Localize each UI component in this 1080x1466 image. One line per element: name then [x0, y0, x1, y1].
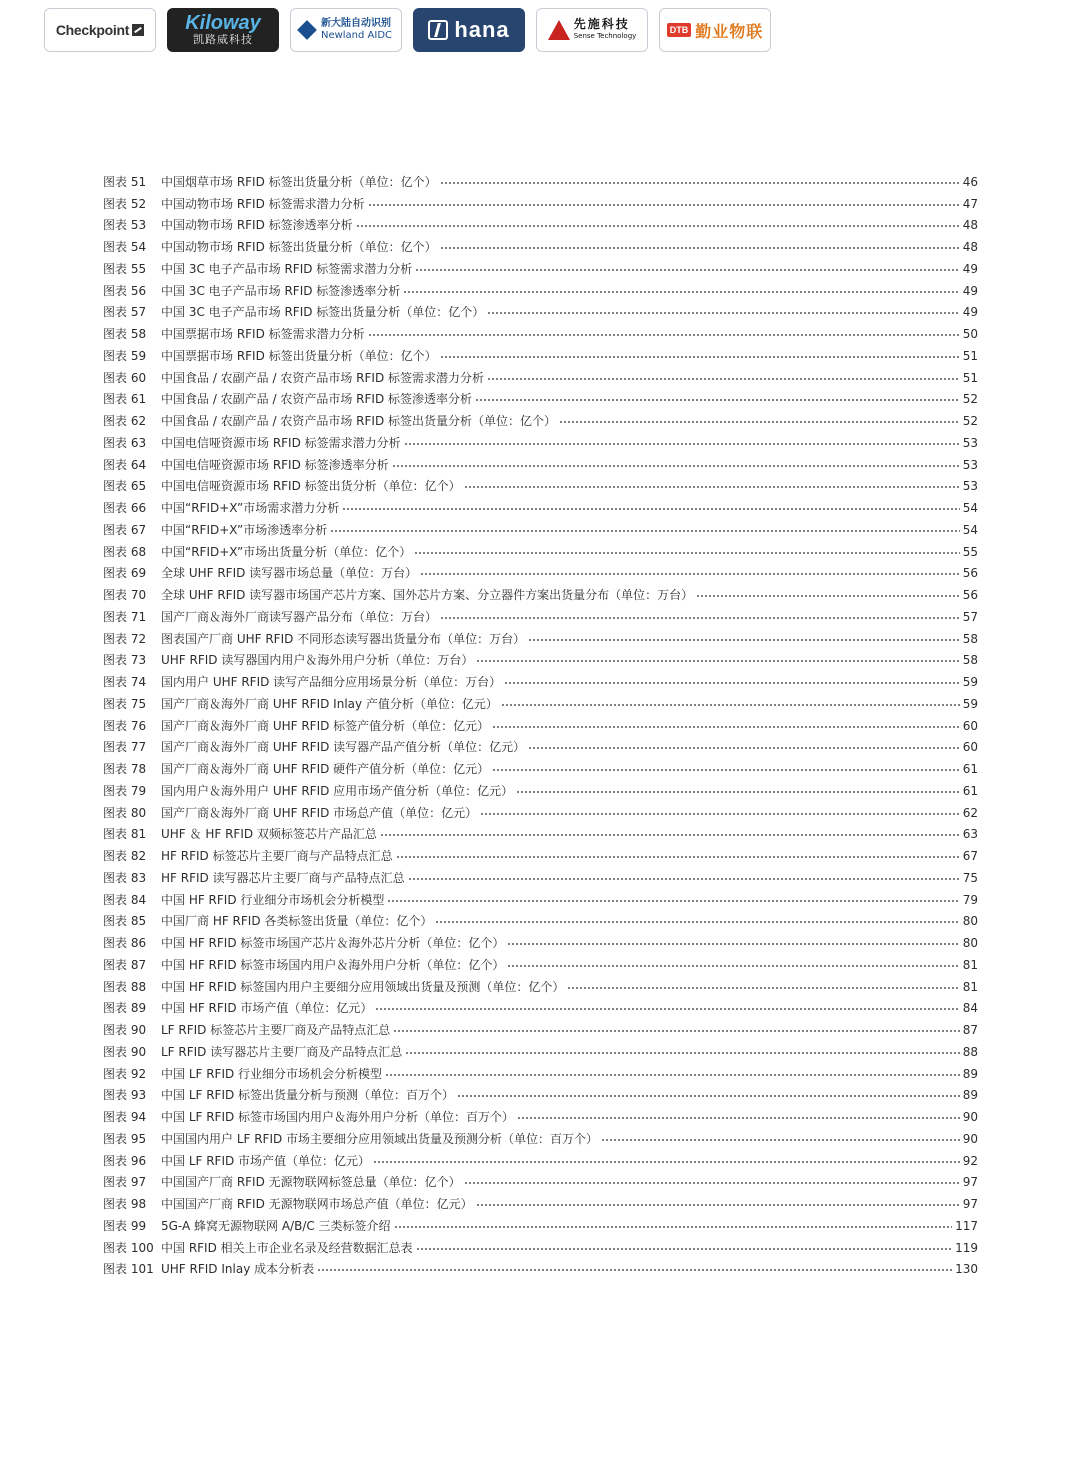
- toc-figure-number: 图表 97: [103, 1175, 147, 1190]
- toc-dot-leader: [393, 1030, 959, 1032]
- toc-entry[interactable]: [103, 1063, 978, 1085]
- toc-dot-leader: [415, 269, 959, 271]
- toc-dot-leader: [392, 465, 960, 467]
- toc-entry[interactable]: [103, 454, 978, 476]
- toc-figure-number: 图表 56: [103, 283, 147, 298]
- toc-figure-number: 图表 71: [103, 609, 147, 624]
- toc-page-number: 56: [962, 566, 978, 581]
- toc-figure-number: 图表 79: [103, 783, 147, 798]
- toc-page-number: 51: [962, 370, 978, 385]
- newland-diamond-icon: [297, 20, 317, 40]
- sponsor-logo-bar: [44, 8, 771, 52]
- toc-entry[interactable]: [103, 932, 978, 954]
- toc-figure-number: 图表 90: [103, 1044, 147, 1059]
- toc-figure-title: 中国 HF RFID 市场产值（单位：亿元）: [161, 1001, 373, 1016]
- toc-figure-number: 图表 93: [103, 1088, 147, 1103]
- toc-figure-number: 图表 73: [103, 653, 147, 668]
- toc-page-number: 57: [962, 609, 978, 624]
- toc-dot-leader: [516, 791, 960, 793]
- toc-page-number: 53: [962, 435, 978, 450]
- toc-dot-leader: [487, 378, 960, 380]
- toc-entry[interactable]: [103, 236, 978, 258]
- toc-figure-number: 图表 99: [103, 1218, 147, 1233]
- toc-figure-number: 图表 88: [103, 979, 147, 994]
- toc-page-number: 60: [962, 718, 978, 733]
- sense-triangle-icon: [548, 20, 570, 40]
- toc-figure-title: 中国动物市场 RFID 标签渗透率分析: [161, 218, 353, 233]
- toc-page-number: 55: [962, 544, 978, 559]
- toc-figure-number: 图表 72: [103, 631, 147, 646]
- toc-entry[interactable]: [103, 345, 978, 367]
- toc-figure-number: 图表 82: [103, 849, 147, 864]
- toc-figure-title: 中国食品 / 农副产品 / 农资产品市场 RFID 标签需求潜力分析: [161, 370, 484, 385]
- toc-dot-leader: [396, 856, 960, 858]
- toc-page-number: 81: [962, 957, 978, 972]
- toc-figure-title: 中国厂商 HF RFID 各类标签出货量（单位：亿个）: [161, 914, 433, 929]
- toc-figure-title: 中国 RFID 相关上市企业名录及经营数据汇总表: [161, 1240, 413, 1255]
- toc-figure-number: 图表 65: [103, 479, 147, 494]
- toc-dot-leader: [507, 965, 959, 967]
- toc-figure-title: 全球 UHF RFID 读写器市场国产芯片方案、国外芯片方案、分立器件方案出货量分布（单位：万台）: [161, 588, 694, 603]
- toc-figure-number: 图表 66: [103, 501, 147, 516]
- toc-page-number: 52: [962, 414, 978, 429]
- toc-entry[interactable]: [103, 845, 978, 867]
- toc-entry[interactable]: [103, 584, 978, 606]
- kiloway-logo: [167, 8, 279, 52]
- toc-page-number: 80: [962, 914, 978, 929]
- toc-entry[interactable]: [103, 802, 978, 824]
- toc-entry[interactable]: [103, 1193, 978, 1215]
- toc-figure-title: 中国 3C 电子产品市场 RFID 标签出货量分析（单位：亿个）: [161, 305, 485, 320]
- toc-entry[interactable]: [103, 628, 978, 650]
- toc-dot-leader: [373, 1161, 960, 1163]
- toc-entry[interactable]: [103, 737, 978, 759]
- toc-dot-leader: [528, 747, 960, 749]
- toc-figure-title: UHF RFID Inlay 成本分析表: [161, 1262, 315, 1277]
- toc-figure-title: 中国食品 / 农副产品 / 农资产品市场 RFID 标签渗透率分析: [161, 392, 472, 407]
- toc-page-number: 61: [962, 783, 978, 798]
- toc-page-number: 79: [962, 892, 978, 907]
- toc-figure-number: 图表 95: [103, 1131, 147, 1146]
- newland-logo-subtext: Newland AIDC: [320, 30, 393, 41]
- toc-page-number: 53: [962, 457, 978, 472]
- toc-dot-leader: [416, 1248, 952, 1250]
- toc-page-number: 46: [962, 174, 978, 189]
- toc-entry[interactable]: [103, 389, 978, 411]
- toc-dot-leader: [464, 1182, 960, 1184]
- toc-page-number: 51: [962, 348, 978, 363]
- toc-figure-title: LF RFID 读写器芯片主要厂商及产品特点汇总: [161, 1044, 403, 1059]
- sense-logo-subtext: Sense Technology: [573, 32, 637, 40]
- toc-entry[interactable]: [103, 954, 978, 976]
- toc-page-number: 63: [962, 827, 978, 842]
- toc-figure-title: 中国 HF RFID 标签国内用户主要细分应用领域出货量及预测（单位：亿个）: [161, 979, 565, 994]
- toc-figure-number: 图表 89: [103, 1001, 147, 1016]
- toc-figure-number: 图表 90: [103, 1023, 147, 1038]
- toc-dot-leader: [492, 726, 960, 728]
- toc-dot-leader: [342, 508, 959, 510]
- toc-figure-title: 中国 HF RFID 标签市场国产芯片＆海外芯片分析（单位：亿个）: [161, 936, 505, 951]
- toc-page-number: 130: [955, 1262, 978, 1277]
- toc-figure-title: 国内用户＆海外用户 UHF RFID 应用市场产值分析（单位：亿元）: [161, 783, 514, 798]
- toc-dot-leader: [567, 987, 959, 989]
- toc-figure-number: 图表 84: [103, 892, 147, 907]
- toc-figure-title: 中国烟草市场 RFID 标签出货量分析（单位：亿个）: [161, 174, 437, 189]
- toc-dot-leader: [387, 900, 959, 902]
- toc-figure-number: 图表 64: [103, 457, 147, 472]
- dtb-logo: [659, 8, 771, 52]
- toc-figure-title: UHF RFID 读写器国内用户＆海外用户分析（单位：万台）: [161, 653, 474, 668]
- toc-entry[interactable]: [103, 323, 978, 345]
- toc-figure-title: 中国 HF RFID 标签市场国内用户＆海外用户分析（单位：亿个）: [161, 957, 505, 972]
- dtb-logo-text: 勤业物联: [695, 21, 764, 41]
- hana-mark-icon: [428, 20, 448, 40]
- toc-page-number: 60: [962, 740, 978, 755]
- toc-dot-leader: [414, 552, 959, 554]
- toc-page-number: 56: [962, 588, 978, 603]
- toc-page-number: 49: [962, 305, 978, 320]
- toc-entry[interactable]: [103, 258, 978, 280]
- kiloway-logo-subtext: 凯路威科技: [193, 33, 253, 46]
- toc-entry[interactable]: [103, 519, 978, 541]
- toc-figure-number: 图表 57: [103, 305, 147, 320]
- toc-page-number: 62: [962, 805, 978, 820]
- toc-figure-title: 中国电信哑资源市场 RFID 标签出货分析（单位：亿个）: [161, 479, 461, 494]
- toc-entry[interactable]: [103, 1237, 978, 1259]
- toc-figure-number: 图表 51: [103, 174, 147, 189]
- toc-dot-leader: [404, 443, 960, 445]
- toc-figure-title: HF RFID 读写器芯片主要厂商与产品特点汇总: [161, 870, 405, 885]
- toc-page-number: 59: [962, 696, 978, 711]
- toc-entry[interactable]: [103, 824, 978, 846]
- toc-figure-number: 图表 81: [103, 827, 147, 842]
- toc-figure-title: 国产厂商＆海外厂商 UHF RFID 读写器产品产值分析（单位：亿元）: [161, 740, 526, 755]
- toc-entry[interactable]: [103, 541, 978, 563]
- newland-logo: [290, 8, 402, 52]
- toc-entry[interactable]: [103, 1150, 978, 1172]
- toc-figure-title: 中国电信哑资源市场 RFID 标签渗透率分析: [161, 457, 389, 472]
- toc-page-number: 59: [962, 675, 978, 690]
- toc-entry[interactable]: [103, 563, 978, 585]
- toc-page-number: 89: [962, 1066, 978, 1081]
- toc-dot-leader: [375, 1008, 959, 1010]
- toc-page-number: 84: [962, 1001, 978, 1016]
- toc-entry[interactable]: [103, 367, 978, 389]
- toc-figure-number: 图表 92: [103, 1066, 147, 1081]
- toc-dot-leader: [440, 247, 960, 249]
- toc-figure-number: 图表 63: [103, 435, 147, 450]
- toc-figure-number: 图表 100: [103, 1240, 154, 1255]
- toc-figure-title: 国产厂商＆海外厂商 UHF RFID 硬件产值分析（单位：亿元）: [161, 762, 490, 777]
- toc-entry[interactable]: [103, 1172, 978, 1194]
- toc-entry[interactable]: [103, 606, 978, 628]
- toc-figure-number: 图表 55: [103, 261, 147, 276]
- toc-figure-number: 图表 76: [103, 718, 147, 733]
- toc-figure-number: 图表 78: [103, 762, 147, 777]
- toc-page-number: 92: [962, 1153, 978, 1168]
- toc-page-number: 87: [962, 1023, 978, 1038]
- toc-page-number: 49: [962, 283, 978, 298]
- toc-dot-leader: [317, 1269, 952, 1271]
- toc-entry[interactable]: [103, 867, 978, 889]
- toc-dot-leader: [435, 921, 959, 923]
- toc-dot-leader: [464, 486, 960, 488]
- toc-dot-leader: [330, 530, 959, 532]
- toc-entry[interactable]: [103, 998, 978, 1020]
- toc-page-number: 75: [962, 870, 978, 885]
- toc-dot-leader: [528, 639, 960, 641]
- toc-entry[interactable]: [103, 280, 978, 302]
- toc-entry[interactable]: [103, 671, 978, 693]
- toc-dot-leader: [475, 399, 960, 401]
- toc-entry[interactable]: [103, 1128, 978, 1150]
- toc-figure-title: 中国国产厂商 RFID 无源物联网市场总产值（单位：亿元）: [161, 1197, 473, 1212]
- toc-figure-title: 国产厂商＆海外厂商读写器产品分布（单位：万台）: [161, 609, 438, 624]
- toc-dot-leader: [501, 704, 960, 706]
- toc-entry[interactable]: [103, 715, 978, 737]
- toc-figure-number: 图表 80: [103, 805, 147, 820]
- toc-figure-title: 中国国产厂商 RFID 无源物联网标签总量（单位：亿个）: [161, 1175, 461, 1190]
- toc-entry[interactable]: [103, 1041, 978, 1063]
- toc-entry[interactable]: [103, 1259, 978, 1281]
- toc-figure-number: 图表 83: [103, 870, 147, 885]
- toc-page-number: 97: [962, 1175, 978, 1190]
- toc-figure-title: 中国 LF RFID 市场产值（单位：亿元）: [161, 1153, 371, 1168]
- toc-figure-title: 中国 LF RFID 标签出货量分析与预测（单位：百万个）: [161, 1088, 455, 1103]
- toc-entry[interactable]: [103, 215, 978, 237]
- toc-page-number: 88: [962, 1044, 978, 1059]
- toc-figure-title: 中国 LF RFID 行业细分市场机会分析模型: [161, 1066, 383, 1081]
- toc-figure-title: 中国 HF RFID 行业细分市场机会分析模型: [161, 892, 385, 907]
- toc-dot-leader: [480, 813, 960, 815]
- toc-page-number: 48: [962, 240, 978, 255]
- toc-figure-title: 中国“RFID+X”市场渗透率分析: [161, 522, 328, 537]
- toc-dot-leader: [517, 1117, 960, 1119]
- toc-figure-title: 国产厂商＆海外厂商 UHF RFID Inlay 产值分析（单位：亿元）: [161, 696, 498, 711]
- toc-figure-number: 图表 96: [103, 1153, 147, 1168]
- toc-figure-number: 图表 98: [103, 1197, 147, 1212]
- newland-logo-text: 新大陆自动识别: [320, 18, 391, 29]
- toc-dot-leader: [380, 834, 960, 836]
- toc-dot-leader: [440, 182, 960, 184]
- toc-page-number: 90: [962, 1131, 978, 1146]
- toc-entry[interactable]: [103, 1085, 978, 1107]
- toc-entry[interactable]: [103, 976, 978, 998]
- toc-figure-title: 国内用户 UHF RFID 读写产品细分应用场景分析（单位：万台）: [161, 675, 502, 690]
- toc-figure-number: 图表 68: [103, 544, 147, 559]
- toc-dot-leader: [457, 1095, 960, 1097]
- toc-dot-leader: [559, 421, 960, 423]
- toc-page-number: 52: [962, 392, 978, 407]
- toc-page-number: 53: [962, 479, 978, 494]
- toc-figure-number: 图表 60: [103, 370, 147, 385]
- toc-entry[interactable]: [103, 650, 978, 672]
- toc-dot-leader: [492, 769, 960, 771]
- toc-entry[interactable]: [103, 476, 978, 498]
- toc-dot-leader: [420, 573, 960, 575]
- toc-entry[interactable]: [103, 889, 978, 911]
- toc-figure-title: 中国票据市场 RFID 标签出货量分析（单位：亿个）: [161, 348, 437, 363]
- toc-entry[interactable]: [103, 410, 978, 432]
- toc-entry[interactable]: [103, 1215, 978, 1237]
- hana-logo-text: hana: [454, 17, 510, 42]
- toc-page-number: 119: [955, 1240, 978, 1255]
- toc-dot-leader: [601, 1139, 960, 1141]
- dtb-badge: DTB: [667, 23, 692, 37]
- toc-entry[interactable]: [103, 193, 978, 215]
- toc-figure-number: 图表 87: [103, 957, 147, 972]
- toc-page-number: 117: [955, 1218, 978, 1233]
- toc-figure-title: 中国食品 / 农副产品 / 农资产品市场 RFID 标签出货量分析（单位：亿个）: [161, 414, 556, 429]
- toc-figure-number: 图表 70: [103, 588, 147, 603]
- toc-dot-leader: [507, 943, 959, 945]
- toc-dot-leader: [408, 878, 960, 880]
- toc-figure-number: 图表 53: [103, 218, 147, 233]
- toc-figure-title: 中国电信哑资源市场 RFID 标签需求潜力分析: [161, 435, 401, 450]
- toc-dot-leader: [368, 204, 960, 206]
- toc-entry[interactable]: [103, 758, 978, 780]
- toc-page-number: 81: [962, 979, 978, 994]
- toc-figure-title: 中国“RFID+X”市场出货量分析（单位：亿个）: [161, 544, 412, 559]
- toc-dot-leader: [487, 312, 959, 314]
- toc-figure-number: 图表 74: [103, 675, 147, 690]
- toc-entry[interactable]: [103, 780, 978, 802]
- toc-figure-number: 图表 101: [103, 1262, 154, 1277]
- toc-dot-leader: [405, 1052, 959, 1054]
- toc-dot-leader: [696, 595, 960, 597]
- toc-page-number: 89: [962, 1088, 978, 1103]
- toc-dot-leader: [476, 660, 959, 662]
- sense-logo: [536, 8, 648, 52]
- checkpoint-logo: [44, 8, 156, 52]
- checkpoint-logo-text: Checkpoint: [55, 22, 130, 38]
- toc-entry[interactable]: [103, 171, 978, 193]
- toc-page-number: 54: [962, 501, 978, 516]
- toc-dot-leader: [440, 356, 960, 358]
- hana-logo: [413, 8, 525, 52]
- toc-figure-number: 图表 85: [103, 914, 147, 929]
- toc-figure-number: 图表 69: [103, 566, 147, 581]
- toc-figure-title: 5G-A 蜂窝无源物联网 A/B/C 三类标签介绍: [161, 1218, 391, 1233]
- toc-dot-leader: [504, 682, 960, 684]
- toc-figure-number: 图表 94: [103, 1110, 147, 1125]
- toc-figure-number: 图表 59: [103, 348, 147, 363]
- toc-entry[interactable]: [103, 693, 978, 715]
- toc-dot-leader: [476, 1204, 960, 1206]
- toc-dot-leader: [385, 1074, 960, 1076]
- toc-figure-number: 图表 61: [103, 392, 147, 407]
- toc-figure-title: 中国“RFID+X”市场需求潜力分析: [161, 501, 340, 516]
- toc-dot-leader: [368, 334, 960, 336]
- toc-page-number: 58: [962, 653, 978, 668]
- toc-figure-number: 图表 67: [103, 522, 147, 537]
- toc-figure-number: 图表 77: [103, 740, 147, 755]
- toc-entry[interactable]: [103, 302, 978, 324]
- toc-page-number: 48: [962, 218, 978, 233]
- toc-figure-number: 图表 52: [103, 196, 147, 211]
- toc-figure-number: 图表 62: [103, 414, 147, 429]
- toc-entry[interactable]: [103, 497, 978, 519]
- toc-page-number: 58: [962, 631, 978, 646]
- toc-figure-title: 中国动物市场 RFID 标签需求潜力分析: [161, 196, 365, 211]
- toc-figure-title: 中国 LF RFID 标签市场国内用户＆海外用户分析（单位：百万个）: [161, 1110, 515, 1125]
- toc-entry[interactable]: [103, 911, 978, 933]
- toc-dot-leader: [440, 617, 960, 619]
- toc-figure-number: 图表 58: [103, 327, 147, 342]
- toc-figure-title: 中国 3C 电子产品市场 RFID 标签渗透率分析: [161, 283, 401, 298]
- toc-page-number: 47: [962, 196, 978, 211]
- toc-figure-title: 国产厂商＆海外厂商 UHF RFID 市场总产值（单位：亿元）: [161, 805, 478, 820]
- toc-figure-title: 中国票据市场 RFID 标签需求潜力分析: [161, 327, 365, 342]
- figure-index-list: [103, 171, 978, 1280]
- toc-figure-title: 中国 3C 电子产品市场 RFID 标签需求潜力分析: [161, 261, 413, 276]
- toc-page-number: 50: [962, 327, 978, 342]
- toc-figure-title: 国产厂商＆海外厂商 UHF RFID 标签产值分析（单位：亿元）: [161, 718, 490, 733]
- toc-figure-number: 图表 75: [103, 696, 147, 711]
- toc-page-number: 67: [962, 849, 978, 864]
- toc-figure-title: 中国动物市场 RFID 标签出货量分析（单位：亿个）: [161, 240, 437, 255]
- toc-dot-leader: [394, 1226, 953, 1228]
- toc-dot-leader: [356, 225, 960, 227]
- kiloway-logo-text: Kiloway: [185, 12, 261, 34]
- toc-dot-leader: [403, 291, 959, 293]
- toc-page-number: 90: [962, 1110, 978, 1125]
- toc-figure-title: 图表国产厂商 UHF RFID 不同形态读写器出货量分布（单位：万台）: [161, 631, 526, 646]
- toc-figure-number: 图表 86: [103, 936, 147, 951]
- toc-entry[interactable]: [103, 432, 978, 454]
- toc-figure-title: UHF ＆ HF RFID 双频标签芯片产品汇总: [161, 827, 377, 842]
- checkpoint-mark-icon: [132, 24, 144, 36]
- toc-figure-number: 图表 54: [103, 240, 147, 255]
- toc-figure-title: 中国国内用户 LF RFID 市场主要细分应用领域出货量及预测分析（单位：百万个）: [161, 1131, 599, 1146]
- toc-page-number: 97: [962, 1197, 978, 1212]
- toc-figure-title: HF RFID 标签芯片主要厂商与产品特点汇总: [161, 849, 393, 864]
- toc-page-number: 49: [962, 261, 978, 276]
- toc-page-number: 61: [962, 762, 978, 777]
- toc-figure-title: 全球 UHF RFID 读写器市场总量（单位：万台）: [161, 566, 418, 581]
- toc-entry[interactable]: [103, 1106, 978, 1128]
- toc-figure-title: LF RFID 标签芯片主要厂商及产品特点汇总: [161, 1023, 391, 1038]
- toc-entry[interactable]: [103, 1019, 978, 1041]
- sense-logo-text: 先施科技: [573, 17, 630, 31]
- toc-page-number: 54: [962, 522, 978, 537]
- toc-page-number: 80: [962, 936, 978, 951]
